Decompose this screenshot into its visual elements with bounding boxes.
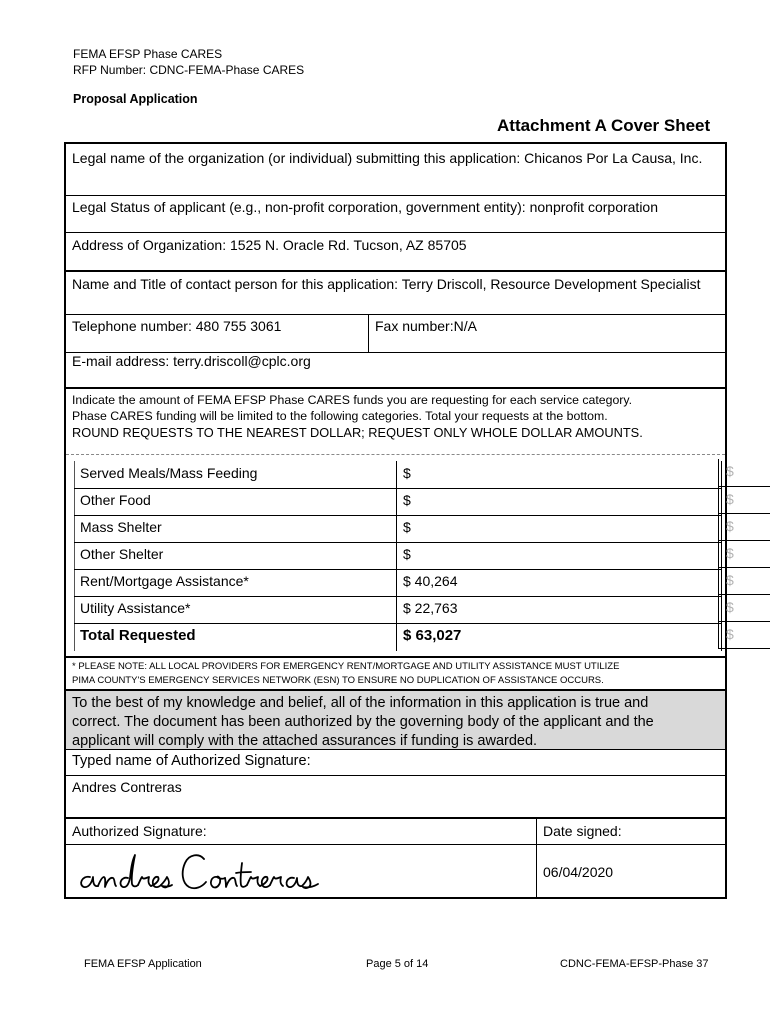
service-row <box>74 596 722 623</box>
ghost-dollar: $ <box>726 518 734 534</box>
footer-right: CDNC-FEMA-EFSP-Phase 37 <box>560 958 709 970</box>
total-label: Total Requested <box>80 627 196 644</box>
fax-field: Fax number:N/A <box>375 318 477 334</box>
service-row <box>74 542 722 569</box>
footer-left: FEMA EFSP Application <box>84 958 202 970</box>
date-signed-value: 06/04/2020 <box>543 864 614 880</box>
handwritten-signature <box>72 847 334 895</box>
ghost-amount-cell <box>718 540 770 567</box>
service-row <box>74 515 722 542</box>
certification-line-2: correct. The document has been authorized by the governing body of the applicant and the <box>72 714 654 730</box>
service-row <box>74 461 722 488</box>
ghost-amount-cell <box>718 459 770 486</box>
legal-status-field: Legal Status of applicant (e.g., non-profit corporation, government entity): nonprofit corporation <box>72 199 659 215</box>
service-row <box>74 488 722 515</box>
ghost-amount-cell <box>718 486 770 513</box>
proposal-heading: Proposal Application <box>73 92 198 106</box>
service-name: Served Meals/Mass Feeding <box>80 465 258 481</box>
service-name: Utility Assistance* <box>80 600 191 616</box>
address-field: Address of Organization: 1525 N. Oracle Rd. Tucson, AZ 85705 <box>72 237 467 253</box>
authorized-signature-label: Authorized Signature: <box>72 823 207 839</box>
ghost-dollar: $ <box>726 545 734 561</box>
header-line-2: RFP Number: CDNC-FEMA-Phase CARES <box>73 63 305 77</box>
typed-name-value: Andres Contreras <box>72 779 182 795</box>
service-name: Other Food <box>80 492 151 508</box>
service-row <box>74 569 722 596</box>
total-row <box>74 623 722 650</box>
service-name: Mass Shelter <box>80 519 162 535</box>
telephone-field: Telephone number: 480 755 3061 <box>72 318 282 334</box>
footer-page-number: Page 5 of 14 <box>366 958 429 970</box>
header-line-1: FEMA EFSP Phase CARES <box>73 47 223 61</box>
service-amount: $ 22,763 <box>403 600 458 616</box>
ghost-amount-cell <box>718 567 770 594</box>
date-signed-label: Date signed: <box>543 823 622 839</box>
service-amount: $ 40,264 <box>403 573 458 589</box>
ghost-amount-cell <box>718 513 770 540</box>
service-name: Other Shelter <box>80 546 164 562</box>
service-amount: $ <box>403 465 411 481</box>
legal-name-field: Legal name of the organization (or individual) submitting this application: Chicanos Por La Causa, Inc. <box>72 150 703 166</box>
contact-field: Name and Title of contact person for this application: Terry Driscoll, Resource Development Specialist <box>72 276 701 292</box>
ghost-dollar: $ <box>726 626 734 642</box>
service-amount: $ <box>403 546 411 562</box>
total-amount: $ 63,027 <box>403 627 462 644</box>
ghost-dollar: $ <box>726 491 734 507</box>
ghost-dollar: $ <box>726 599 734 615</box>
note-line-2: PIMA COUNTY'S EMERGENCY SERVICES NETWORK (ESN) TO ENSURE NO DUPLICATION OF ASSISTANCE OCCURS. <box>72 675 604 686</box>
instructions-line-1: Indicate the amount of FEMA EFSP Phase CARES funds you are requesting for each service category. <box>72 393 633 407</box>
attachment-title: Attachment A Cover Sheet <box>497 116 711 135</box>
service-name: Rent/Mortgage Assistance* <box>80 573 249 589</box>
ghost-amount-cell <box>718 621 770 649</box>
certification-line-1: To the best of my knowledge and belief, all of the information in this application is true and <box>72 695 649 711</box>
service-amount: $ <box>403 492 411 508</box>
service-amount: $ <box>403 519 411 535</box>
typed-name-label: Typed name of Authorized Signature: <box>72 753 311 769</box>
note-line-1: * PLEASE NOTE: ALL LOCAL PROVIDERS FOR EMERGENCY RENT/MORTGAGE AND UTILITY ASSISTANCE MUST UTILIZE <box>72 661 620 672</box>
certification-line-3: applicant will comply with the attached assurances if funding is awarded. <box>72 733 538 749</box>
email-field: E-mail address: terry.driscoll@cplc.org <box>72 353 311 369</box>
instructions-line-2: Phase CARES funding will be limited to the following categories. Total your requests at the bottom. <box>72 409 608 423</box>
ghost-dollar: $ <box>726 572 734 588</box>
ghost-dollar: $ <box>726 463 734 479</box>
instructions-line-3: ROUND REQUESTS TO THE NEAREST DOLLAR; REQUEST ONLY WHOLE DOLLAR AMOUNTS. <box>72 425 643 440</box>
ghost-amount-cell <box>718 594 770 621</box>
cover-sheet-form <box>64 142 727 899</box>
